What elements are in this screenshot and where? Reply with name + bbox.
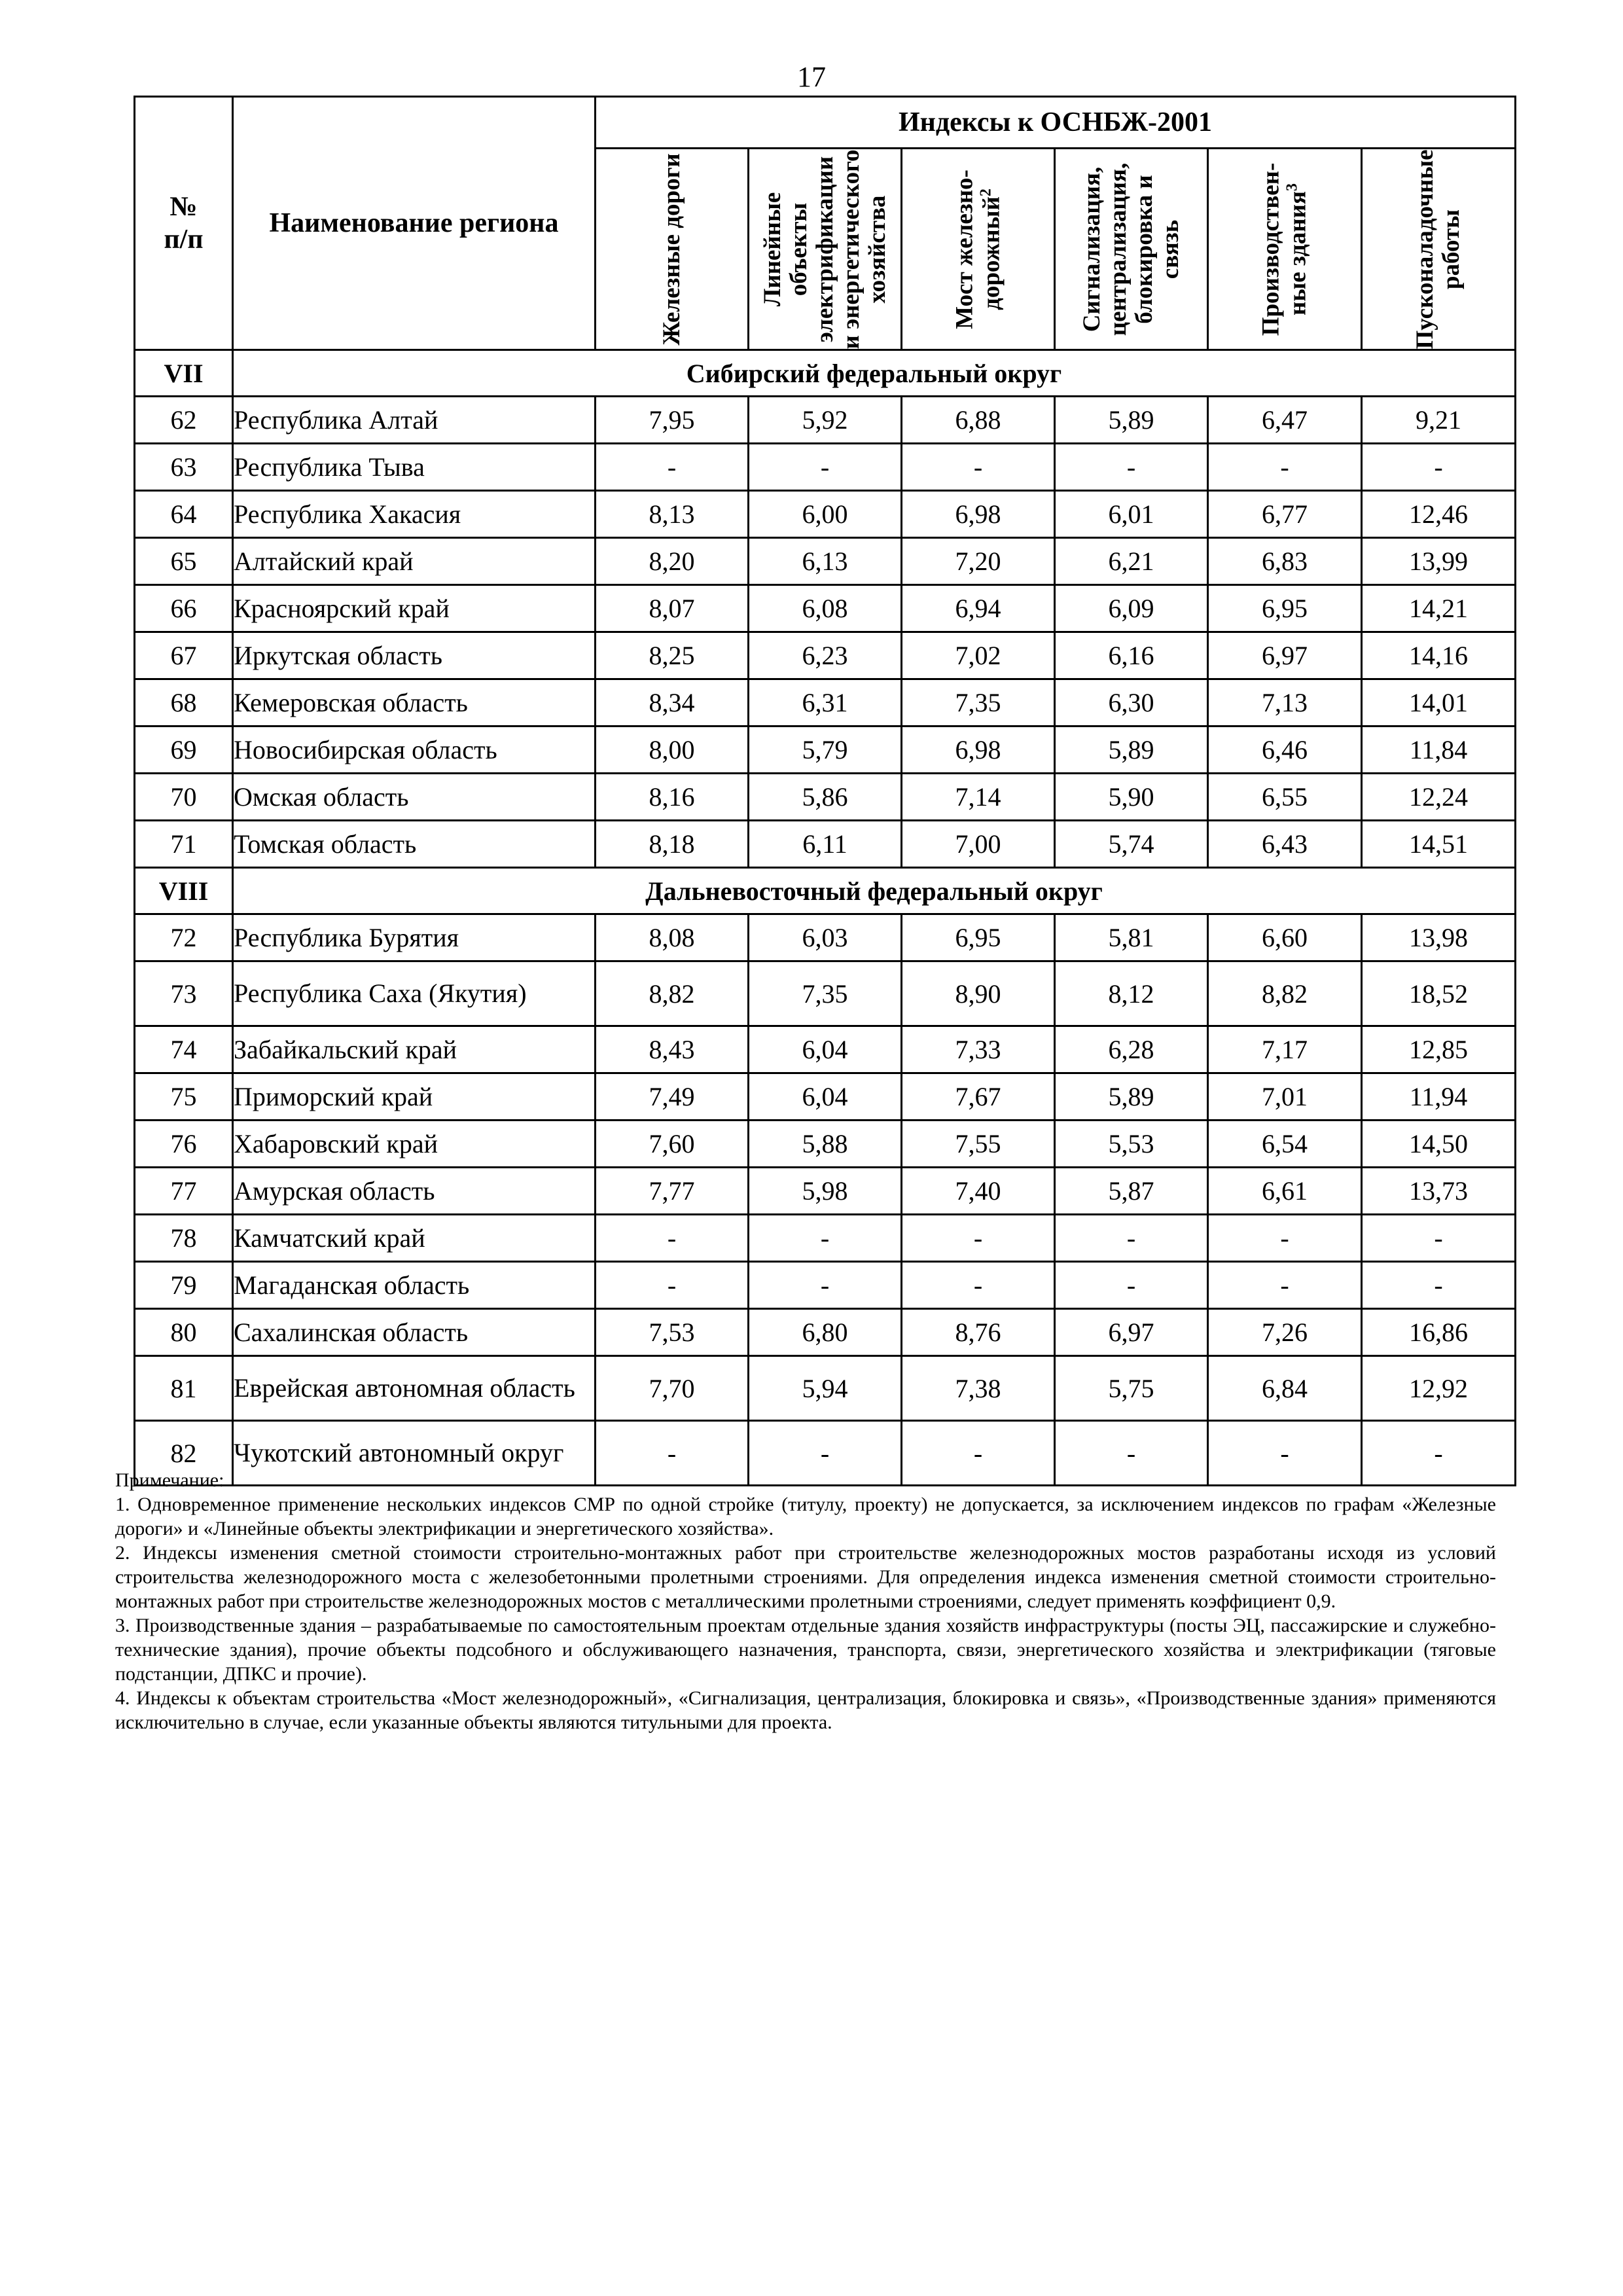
row-number: 77	[135, 1168, 233, 1215]
table-row	[135, 774, 1516, 821]
index-value-5: 6,43	[1208, 821, 1362, 868]
index-value-3: 6,98	[902, 726, 1055, 774]
row-number: 69	[135, 726, 233, 774]
index-value-3: -	[902, 1262, 1055, 1309]
table-row	[135, 1262, 1516, 1309]
index-value-6: 13,98	[1362, 914, 1516, 961]
index-value-4: 5,53	[1055, 1121, 1208, 1168]
region-name: Камчатский край	[233, 1215, 596, 1262]
page-number: 17	[797, 61, 826, 93]
index-value-3: 6,88	[902, 397, 1055, 444]
region-name: Чукотский автономный округ	[233, 1421, 596, 1486]
index-value-2: 6,08	[749, 585, 902, 632]
index-value-3: 6,95	[902, 914, 1055, 961]
index-value-6: -	[1362, 1421, 1516, 1486]
region-name: Сахалинская область	[233, 1309, 596, 1356]
row-number: 66	[135, 585, 233, 632]
index-value-2: 6,04	[749, 1026, 902, 1073]
notes	[115, 1468, 1496, 1734]
index-value-4: 6,01	[1055, 491, 1208, 538]
index-value-4: 5,90	[1055, 774, 1208, 821]
index-value-6: 11,94	[1362, 1073, 1516, 1121]
regional-index-table	[134, 96, 1516, 1486]
region-name: Красноярский край	[233, 585, 596, 632]
index-col-header-1	[596, 149, 749, 350]
index-value-6: -	[1362, 1215, 1516, 1262]
index-value-5: 7,17	[1208, 1026, 1362, 1073]
footnote-mark: 3	[1283, 183, 1301, 191]
row-number: 73	[135, 961, 233, 1026]
index-value-4: -	[1055, 1262, 1208, 1309]
index-value-4: 5,89	[1055, 397, 1208, 444]
region-name: Хабаровский край	[233, 1121, 596, 1168]
region-name: Магаданская область	[233, 1262, 596, 1309]
index-value-2: 6,23	[749, 632, 902, 679]
index-value-3: 7,67	[902, 1073, 1055, 1121]
table-row	[135, 444, 1516, 491]
index-value-1: 8,20	[596, 538, 749, 585]
row-number: 62	[135, 397, 233, 444]
region-name: Приморский край	[233, 1073, 596, 1121]
index-value-5: -	[1208, 444, 1362, 491]
index-value-5: 6,47	[1208, 397, 1362, 444]
index-value-6: 12,85	[1362, 1026, 1516, 1073]
index-value-5: 6,84	[1208, 1356, 1362, 1421]
region-name: Амурская область	[233, 1168, 596, 1215]
index-value-2: 6,13	[749, 538, 902, 585]
index-value-5: 7,26	[1208, 1309, 1362, 1356]
index-col-header-text: Сигнализация, централизация, блокировка и связь	[1078, 162, 1184, 336]
index-value-2: -	[749, 1215, 902, 1262]
index-value-2: -	[749, 444, 902, 491]
index-value-1: 7,77	[596, 1168, 749, 1215]
region-name: Республика Саха (Якутия)	[233, 961, 596, 1026]
index-value-4: 6,28	[1055, 1026, 1208, 1073]
index-value-1: -	[596, 444, 749, 491]
footnote-mark: 2	[976, 188, 994, 196]
index-value-5: 6,54	[1208, 1121, 1362, 1168]
table-row	[135, 1215, 1516, 1262]
section-title: Сибирский федеральный округ	[233, 350, 1516, 397]
index-value-1: 8,34	[596, 679, 749, 726]
index-value-5: 6,97	[1208, 632, 1362, 679]
group-header: Индексы к ОСНБЖ-2001	[596, 97, 1516, 149]
index-value-4: 5,81	[1055, 914, 1208, 961]
index-value-5: 7,13	[1208, 679, 1362, 726]
index-value-1: 7,95	[596, 397, 749, 444]
index-col-header-text: Производствен- ные здания$^3$	[1257, 162, 1311, 336]
index-value-4: 5,74	[1055, 821, 1208, 868]
region-name: Забайкальский край	[233, 1026, 596, 1073]
index-value-3: 7,35	[902, 679, 1055, 726]
index-value-4: 5,75	[1055, 1356, 1208, 1421]
index-value-6: -	[1362, 1262, 1516, 1309]
index-value-5: 6,83	[1208, 538, 1362, 585]
row-number: 76	[135, 1121, 233, 1168]
index-value-3: 7,55	[902, 1121, 1055, 1168]
table-row	[135, 632, 1516, 679]
row-number: 71	[135, 821, 233, 868]
index-value-6: 16,86	[1362, 1309, 1516, 1356]
table-row	[135, 1073, 1516, 1121]
region-name: Томская область	[233, 821, 596, 868]
index-value-6: 14,01	[1362, 679, 1516, 726]
index-value-1: -	[596, 1421, 749, 1486]
index-col-header-3	[902, 149, 1055, 350]
index-value-1: 8,82	[596, 961, 749, 1026]
index-value-1: 7,60	[596, 1121, 749, 1168]
region-name: Республика Алтай	[233, 397, 596, 444]
index-value-1: 7,70	[596, 1356, 749, 1421]
note-2: 2. Индексы изменения сметной стоимости строительно-монтажных работ при строительстве железнодорожных мостов разработаны исходя из условий строительства железнодорожного моста с железобетонными пролетными строениями. Для определения индекса изменения сметной стоимости строительно-монтажных работ при строительстве железнодорожных мостов с металлическими пролетными строениями, следует применять коэффициент 0,9.	[115, 1542, 1496, 1612]
index-value-2: 6,31	[749, 679, 902, 726]
index-value-6: 11,84	[1362, 726, 1516, 774]
index-value-3: 8,90	[902, 961, 1055, 1026]
index-value-4: 6,09	[1055, 585, 1208, 632]
col-num-header	[135, 97, 233, 350]
index-value-2: 6,11	[749, 821, 902, 868]
index-value-5: 6,77	[1208, 491, 1362, 538]
table-row	[135, 821, 1516, 868]
index-value-1: 8,43	[596, 1026, 749, 1073]
col-num-header-line-1: №	[169, 191, 198, 222]
index-value-4: 6,21	[1055, 538, 1208, 585]
index-value-4: 5,89	[1055, 726, 1208, 774]
index-value-6: 12,24	[1362, 774, 1516, 821]
index-value-2: -	[749, 1262, 902, 1309]
table-row	[135, 1026, 1516, 1073]
region-name: Еврейская автономная область	[233, 1356, 596, 1421]
section-code: VIII	[135, 868, 233, 914]
index-value-4: 6,97	[1055, 1309, 1208, 1356]
row-number: 74	[135, 1026, 233, 1073]
col-name-header: Наименование региона	[233, 97, 596, 350]
region-name: Омская область	[233, 774, 596, 821]
index-value-6: 13,73	[1362, 1168, 1516, 1215]
section-title: Дальневосточный федеральный округ	[233, 868, 1516, 914]
table-row	[135, 679, 1516, 726]
index-value-4: -	[1055, 444, 1208, 491]
table-row	[135, 1121, 1516, 1168]
table-row	[135, 491, 1516, 538]
index-value-6: 13,99	[1362, 538, 1516, 585]
section-row	[135, 350, 1516, 397]
index-value-3: -	[902, 444, 1055, 491]
region-name: Республика Хакасия	[233, 491, 596, 538]
index-col-header-6	[1362, 149, 1516, 350]
index-value-3: 7,33	[902, 1026, 1055, 1073]
table-row	[135, 914, 1516, 961]
index-value-1: 8,00	[596, 726, 749, 774]
note-3: 3. Производственные здания – разрабатываемые по самостоятельным проектам отдельные здания хозяйств инфраструктуры (посты ЭЦ, пассажирские и служебно-технические здания), прочие объекты подсобного и обслуживающего назначения, транспорта, связи, энергетического хозяйства и электрификации (тяговые подстанции, ДПКС и прочие).	[115, 1615, 1496, 1685]
index-value-2: 6,04	[749, 1073, 902, 1121]
note-1: 1. Одновременное применение нескольких индексов СМР по одной стройке (титулу, проекту) не допускается, за исключением индексов по графам «Железные дороги» и «Линейные объекты электрификации и энергетического хозяйства».	[115, 1494, 1496, 1539]
index-value-2: 5,86	[749, 774, 902, 821]
index-col-header-text: Линейные объекты электрификации и энергетического хозяйства	[758, 149, 891, 349]
index-value-6: 14,16	[1362, 632, 1516, 679]
index-value-3: 6,94	[902, 585, 1055, 632]
index-col-header-4	[1055, 149, 1208, 350]
row-number: 81	[135, 1356, 233, 1421]
index-value-5: -	[1208, 1421, 1362, 1486]
index-value-6: 14,51	[1362, 821, 1516, 868]
section-row	[135, 868, 1516, 914]
index-value-6: 12,92	[1362, 1356, 1516, 1421]
index-value-5: 6,55	[1208, 774, 1362, 821]
region-name: Республика Тыва	[233, 444, 596, 491]
table-row	[135, 538, 1516, 585]
row-number: 75	[135, 1073, 233, 1121]
row-number: 63	[135, 444, 233, 491]
region-name: Республика Бурятия	[233, 914, 596, 961]
index-value-5: 7,01	[1208, 1073, 1362, 1121]
index-value-5: 8,82	[1208, 961, 1362, 1026]
index-value-6: 18,52	[1362, 961, 1516, 1026]
index-value-6: 14,21	[1362, 585, 1516, 632]
col-num-header-line-2: п/п	[164, 224, 204, 255]
index-value-2: -	[749, 1421, 902, 1486]
index-value-5: -	[1208, 1215, 1362, 1262]
index-col-header-2	[749, 149, 902, 350]
index-col-header-text: Пусконаладочные работы	[1412, 149, 1465, 349]
index-value-4: 5,87	[1055, 1168, 1208, 1215]
index-value-3: 6,98	[902, 491, 1055, 538]
index-value-1: 8,25	[596, 632, 749, 679]
table-row	[135, 397, 1516, 444]
index-value-1: -	[596, 1262, 749, 1309]
row-number: 79	[135, 1262, 233, 1309]
index-value-1: 8,18	[596, 821, 749, 868]
note-4: 4. Индексы к объектам строительства «Мост железнодорожный», «Сигнализация, централизация, блокировка и связь», «Производственные здания» применяются исключительно в случае, если указанные объекты являются титульными для проекта.	[115, 1687, 1496, 1733]
row-number: 72	[135, 914, 233, 961]
region-name: Новосибирская область	[233, 726, 596, 774]
index-value-6: 12,46	[1362, 491, 1516, 538]
table-row	[135, 1168, 1516, 1215]
index-col-header-text: Железные дороги	[658, 152, 685, 346]
index-value-2: 5,79	[749, 726, 902, 774]
table-row	[135, 961, 1516, 1026]
index-value-3: 7,00	[902, 821, 1055, 868]
index-value-1: 8,08	[596, 914, 749, 961]
index-value-3: 7,02	[902, 632, 1055, 679]
index-value-5: 6,46	[1208, 726, 1362, 774]
index-value-3: -	[902, 1215, 1055, 1262]
index-value-4: 8,12	[1055, 961, 1208, 1026]
row-number: 64	[135, 491, 233, 538]
index-value-3: 7,38	[902, 1356, 1055, 1421]
table-row	[135, 1309, 1516, 1356]
index-value-3: 8,76	[902, 1309, 1055, 1356]
section-code: VII	[135, 350, 233, 397]
index-value-1: 8,13	[596, 491, 749, 538]
region-name: Иркутская область	[233, 632, 596, 679]
table-row	[135, 726, 1516, 774]
index-value-6: -	[1362, 444, 1516, 491]
table-row	[135, 1356, 1516, 1421]
index-value-1: 7,53	[596, 1309, 749, 1356]
index-value-5: 6,95	[1208, 585, 1362, 632]
table-row	[135, 585, 1516, 632]
index-value-3: 7,40	[902, 1168, 1055, 1215]
row-number: 80	[135, 1309, 233, 1356]
index-value-1: 7,49	[596, 1073, 749, 1121]
row-number: 67	[135, 632, 233, 679]
row-number: 78	[135, 1215, 233, 1262]
index-value-4: -	[1055, 1421, 1208, 1486]
index-value-2: 5,92	[749, 397, 902, 444]
index-value-2: 5,94	[749, 1356, 902, 1421]
index-value-5: 6,61	[1208, 1168, 1362, 1215]
index-value-4: 6,16	[1055, 632, 1208, 679]
index-value-3: 7,14	[902, 774, 1055, 821]
index-value-2: 5,88	[749, 1121, 902, 1168]
notes-title: Примечание:	[115, 1469, 224, 1491]
region-name: Кемеровская область	[233, 679, 596, 726]
row-number: 65	[135, 538, 233, 585]
index-col-header-5	[1208, 149, 1362, 350]
index-value-2: 7,35	[749, 961, 902, 1026]
index-value-1: 8,16	[596, 774, 749, 821]
index-value-5: 6,60	[1208, 914, 1362, 961]
index-value-2: 6,80	[749, 1309, 902, 1356]
row-number: 68	[135, 679, 233, 726]
index-value-6: 9,21	[1362, 397, 1516, 444]
index-value-2: 5,98	[749, 1168, 902, 1215]
index-value-2: 6,00	[749, 491, 902, 538]
region-name: Алтайский край	[233, 538, 596, 585]
index-value-4: 6,30	[1055, 679, 1208, 726]
row-number: 82	[135, 1421, 233, 1486]
index-value-1: -	[596, 1215, 749, 1262]
index-value-4: 5,89	[1055, 1073, 1208, 1121]
index-value-6: 14,50	[1362, 1121, 1516, 1168]
index-value-3: 7,20	[902, 538, 1055, 585]
index-value-1: 8,07	[596, 585, 749, 632]
index-value-2: 6,03	[749, 914, 902, 961]
index-value-4: -	[1055, 1215, 1208, 1262]
index-value-5: -	[1208, 1262, 1362, 1309]
row-number: 70	[135, 774, 233, 821]
index-col-header-text: Мост железно- дорожный$^2$	[950, 169, 1005, 329]
index-value-3: -	[902, 1421, 1055, 1486]
